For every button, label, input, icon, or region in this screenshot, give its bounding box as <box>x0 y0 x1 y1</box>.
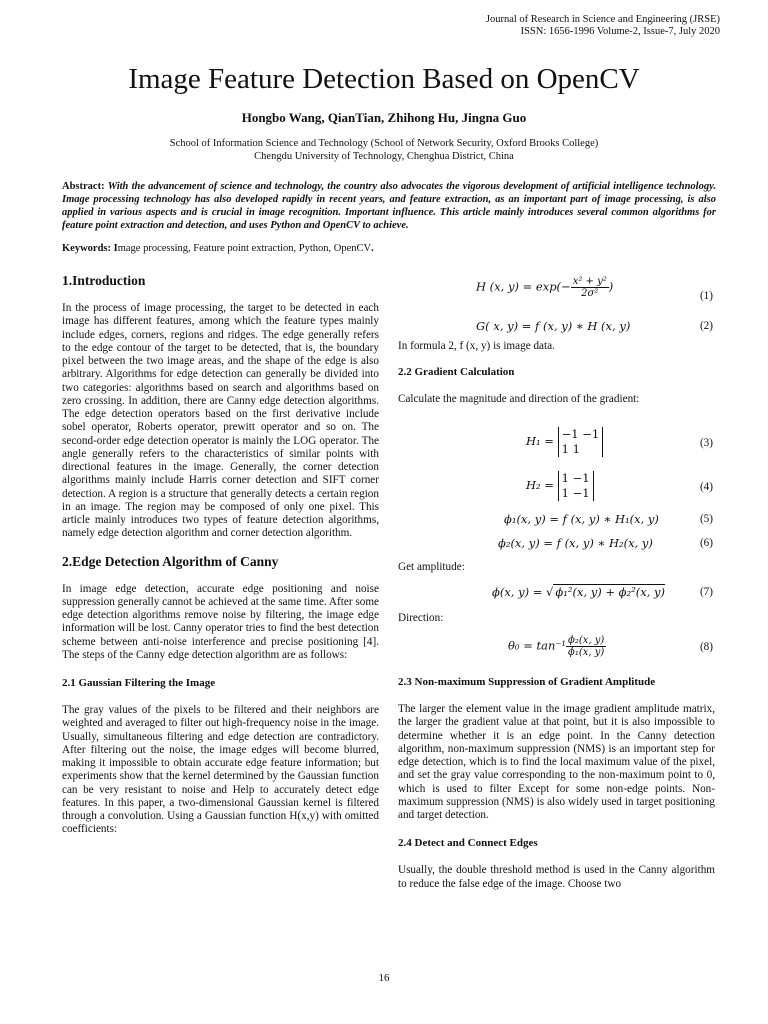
eq1-numerator: x² + y² <box>572 276 607 287</box>
journal-issn: ISSN: 1656-1996 Volume-2, Issue-7, July 2020 <box>520 26 720 37</box>
eq8-number: (8) <box>699 641 713 653</box>
keywords-first-letter: I <box>113 243 118 254</box>
eq2-body: G( x, y) = f (x, y) ∗ H (x, y) <box>476 319 631 333</box>
eq3-lhs: H₁ = <box>526 433 554 448</box>
eq8-numerator: ϕ₂(x, y) <box>568 635 605 646</box>
eq8-lhs: θ₀ = tan⁻¹ <box>508 638 567 653</box>
eq8-denominator: ϕ₁(x, y) <box>568 647 605 658</box>
section-heading-canny: 2.Edge Detection Algorithm of Canny <box>62 553 279 569</box>
equation-8 <box>398 629 715 675</box>
eq7-lhs: ϕ(x, y) = √ <box>492 584 554 599</box>
affiliation-line-1: School of Information Science and Technology (School of Network Security, Oxford Brooks College) <box>169 138 599 149</box>
eq6-body: ϕ₂(x, y) = f (x, y) ∗ H₂(x, y) <box>498 535 653 550</box>
eq1-rhs: ) <box>608 279 614 294</box>
equation-7 <box>398 578 715 612</box>
section-heading-intro: 1.Introduction <box>62 273 146 288</box>
keywords <box>62 243 716 254</box>
eq2-number: (2) <box>699 320 713 332</box>
eq7-number: (7) <box>699 585 713 598</box>
left-column <box>62 272 379 837</box>
equation-5 <box>398 511 715 535</box>
eq3-number: (3) <box>699 436 713 449</box>
subsection-heading-nms: 2.3 Non-maximum Suppression of Gradient Amplitude <box>398 676 656 688</box>
paper-title: Image Feature Detection Based on OpenCV <box>128 63 640 95</box>
canny-paragraph: In image edge detection, accurate edge positioning and noise suppression generally cannot be achieved at the same time. After some edge detection algorithms remove noise by filtering, the image edge information will be lost. Canny operator tries to find the best detection scheme between anti-noise interference and precise positioning [4]. The steps of the Canny edge detection algorithm are as follows: <box>62 582 379 661</box>
subsection-heading-gaussian: 2.1 Gaussian Filtering the Image <box>62 677 216 689</box>
eq1-fraction <box>571 276 609 299</box>
eq8-fraction <box>566 635 606 658</box>
formula-note: In formula 2, f (x, y) is image data. <box>398 340 555 352</box>
author-list: Hongbo Wang, QianTian, Zhihong Hu, Jingna Guo <box>241 110 527 125</box>
abstract <box>62 180 716 232</box>
keywords-label: Keywords: <box>62 243 114 254</box>
equation-3 <box>398 423 715 467</box>
eq1-lhs: H (x, y) = exp(− <box>476 279 571 294</box>
eq3-row-2: 1 1 <box>561 441 580 456</box>
eq4-lhs: H₂ = <box>526 477 554 492</box>
eq4-matrix <box>558 471 594 501</box>
keywords-end: . <box>371 243 374 254</box>
abstract-label: Abstract: <box>62 181 105 192</box>
eq3-matrix <box>558 427 604 457</box>
eq7-radicand: ϕ₁²(x, y) + ϕ₂²(x, y) <box>555 584 665 599</box>
page-number: 16 <box>378 972 390 984</box>
abstract-text: With the advancement of science and technology, the country also advocates the vigorous development of artificial intelligence technology. Image processing technology has also developed rapidly in recent years, and feature extraction, as an important part of image processing, is also applied in various aspects and is crucial in image recognition. Important influence. This article mainly introduces several common algorithms for feature point extraction and detection, and uses Python and OpenCV to achieve. <box>62 181 716 231</box>
connect-paragraph: Usually, the double threshold method is used in the Canny algorithm to reduce the false edge of the image. Choose two <box>398 864 715 890</box>
eq1-denominator: 2σ² <box>581 288 599 299</box>
eq4-number: (4) <box>699 480 713 493</box>
get-amplitude-text: Get amplitude: <box>398 560 465 573</box>
journal-name: Journal of Research in Science and Engineering (JRSE) <box>485 14 720 25</box>
journal-header <box>486 14 720 38</box>
direction-text: Direction: <box>398 611 444 624</box>
eq5-number: (5) <box>699 512 713 525</box>
subsection-heading-gradient: 2.2 Gradient Calculation <box>398 366 515 379</box>
eq6-number: (6) <box>699 536 713 549</box>
eq1-number: (1) <box>699 290 713 302</box>
equation-6 <box>398 535 715 561</box>
gradient-paragraph: Calculate the magnitude and direction of the gradient: <box>398 393 640 406</box>
eq4-row-2: 1 −1 <box>561 485 590 500</box>
affiliation-line-2: Chengdu University of Technology, Chenghua District, China <box>254 150 514 162</box>
nms-paragraph: The larger the element value in the image gradient amplitude matrix, the larger the gradient value at that point, but it is also impossible to determine whether it is an edge point. In the Canny detection algorithm, non-maximum suppression (NMS) is an important step for edge detection, which is to find the local maximum value of the pixel, and set the gray value corresponding to the non-maximum point to 0, which is used to filter Except for some non-edge points. Non-maximum suppression (NMS) is also widely used in target positioning and target detection. <box>398 703 715 821</box>
equation-1 <box>398 272 715 314</box>
eq3-row-1: −1 −1 <box>561 426 600 441</box>
equation-4 <box>398 467 715 511</box>
intro-paragraph: In the process of image processing, the target to be detected in each image has different features, among which the feature types mainly include edges, corners, regions and ridges. The edge generally refers to the edge contour of the target to be detected, that is, the boundary pixel between the two image areas, and the shape of the edge is also arbitrary. Algorithms for edge detection can generally be divided into two categories: algorithms based on search and algorithms based on zero crossing. In addition, there are Canny edge detection algorithms. The edge detection operators based on the first derivative include sobel operator, Roberts operator, prewitt operator and so on. The second-order edge detection operator is mainly the LOG operator. The angle generally refers to the characteristics of similar points with directional features in the image. Generally, the corner detection algorithms mainly include Harris corner detection and SIFT corner detection. A region is a structure that generally detects a certain region in an image. The region may be composed of only one pixel. This article mainly introduces two types of feature detection algorithms, namely edge detection algorithm and corner detection algorithm. <box>62 302 379 540</box>
keywords-text: mage processing, Feature point extraction, Python, OpenCV <box>117 243 372 254</box>
affiliation <box>0 138 768 163</box>
gaussian-paragraph: The gray values of the pixels to be filtered and their neighbors are weighted and averaged to filter out high-frequency noise in the image. Usually, simultaneous filtering and edge detection are contradictory. After filtering out the noise, the image edges will become blurred, making it impossible to obtain accurate edge feature information; but experiments show that the kernel determined by the Gaussian function can be very resistant to noise and Help to accurately detect edge features. In this paper, a two-dimensional Gaussian kernel is filtered through a convolution. Using a Gaussian function H(x,y) with omitted coefficients: <box>62 704 379 836</box>
eq4-row-1: 1 −1 <box>561 470 590 485</box>
subsection-heading-connect: 2.4 Detect and Connect Edges <box>398 837 538 850</box>
right-column <box>398 272 715 891</box>
eq5-body: ϕ₁(x, y) = f (x, y) ∗ H₁(x, y) <box>504 511 659 526</box>
equation-2 <box>398 314 715 340</box>
